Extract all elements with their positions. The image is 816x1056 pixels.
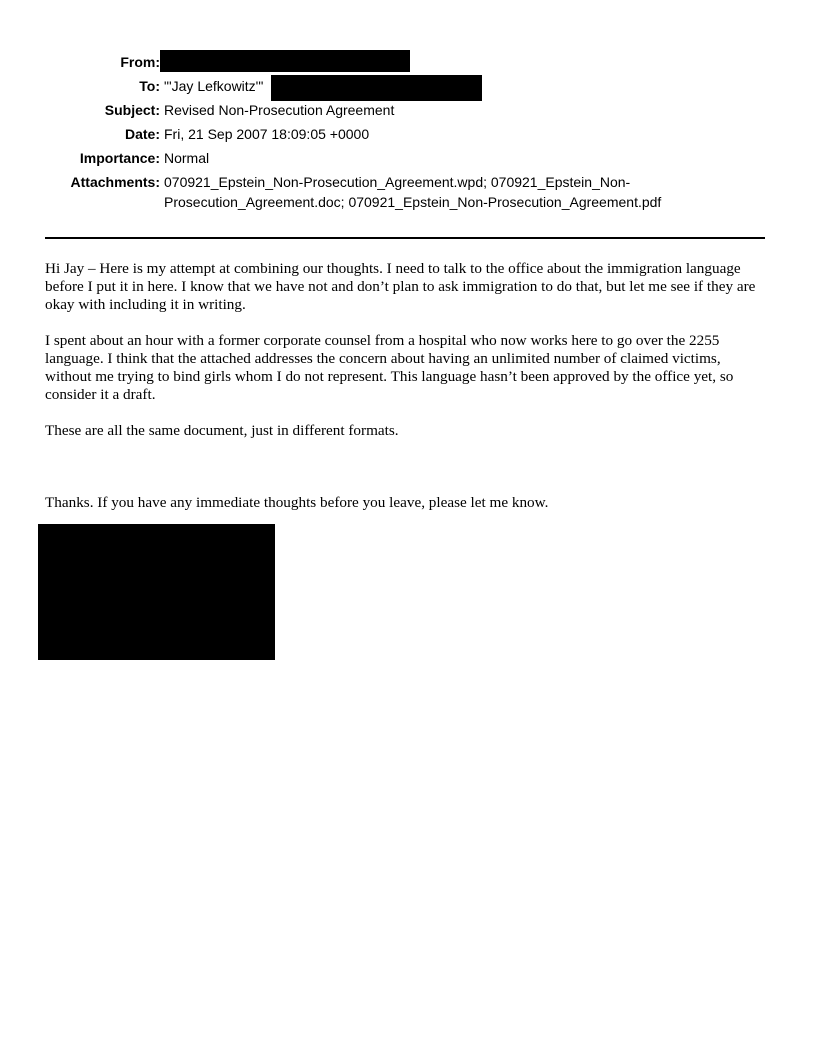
importance-row: [0, 148, 816, 172]
attachments-value: 070921_Epstein_Non-Prosecution_Agreement.wpd; 070921_Epstein_Non-Prosecution_Agreement.doc; 070921_Epstein_Non-Prosecution_Agreement.pdf: [164, 174, 662, 210]
body-paragraph-3: These are all the same document, just in different formats.: [45, 422, 399, 439]
from-label: From:: [120, 54, 160, 70]
subject-label: Subject:: [104, 102, 160, 118]
to-redaction: [271, 75, 482, 101]
subject-row: [0, 100, 816, 124]
body-paragraph-2: I spent about an hour with a former corporate counsel from a hospital who now works here to go over the 2255 language. I think that the attached addresses the concern about having an unlimited number of claimed victims, without me trying to bind girls whom I do not represent. This language hasn’t been approved by the office yet, so consider it a draft.: [45, 332, 734, 403]
to-label: To:: [139, 78, 160, 94]
header-divider: [45, 237, 765, 239]
body-paragraph-4: Thanks. If you have any immediate thoughts before you leave, please let me know.: [45, 494, 549, 511]
date-value: Fri, 21 Sep 2007 18:09:05 +0000: [164, 126, 370, 142]
signature-redaction: [38, 524, 275, 660]
attachments-label: Attachments:: [70, 174, 160, 190]
attachments-row: [0, 172, 816, 216]
from-redaction: [160, 50, 410, 72]
importance-label: Importance:: [79, 150, 160, 166]
to-value: "'Jay Lefkowitz'": [164, 78, 264, 94]
date-label: Date:: [124, 126, 160, 142]
date-row: [0, 124, 816, 148]
importance-value: Normal: [164, 150, 210, 166]
body-paragraph-1: Hi Jay – Here is my attempt at combining our thoughts. I need to talk to the office about the immigration language before I put it in here. I know that we have not and don’t plan to ask immigration to do that, but let me see if they are okay with including it in writing.: [45, 260, 756, 313]
email-body: [45, 260, 770, 530]
subject-value: Revised Non-Prosecution Agreement: [164, 102, 395, 118]
